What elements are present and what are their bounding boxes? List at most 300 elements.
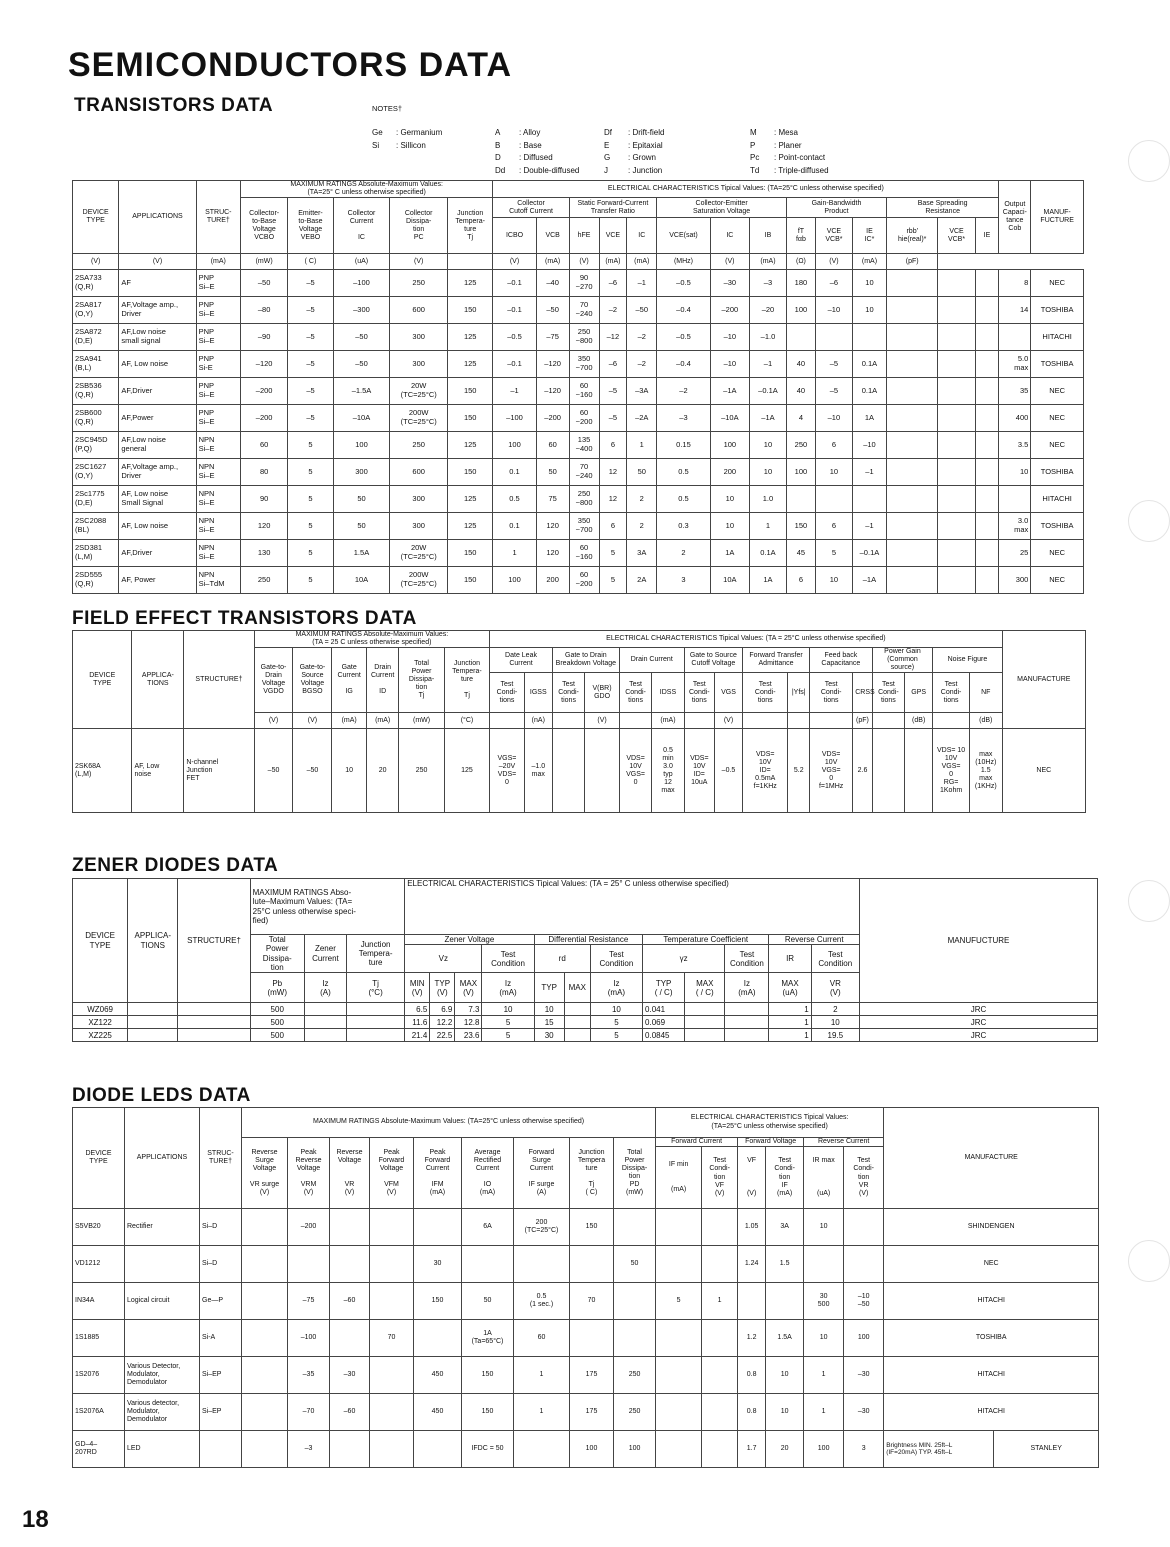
- table-cell: 300: [390, 324, 448, 351]
- table-cell: HITACHI: [884, 1394, 1099, 1431]
- table-cell: 1: [769, 1003, 811, 1016]
- table-cell: TOSHIBA: [1031, 459, 1084, 486]
- table-cell: –30: [710, 270, 749, 297]
- table-cell: –6: [599, 351, 627, 378]
- note-value: : Point-contact: [774, 153, 826, 162]
- table-cell: LED: [125, 1431, 200, 1468]
- table-cell: PNP Si–E: [196, 297, 240, 324]
- table-cell: 100: [787, 297, 816, 324]
- table-cell: [570, 1320, 614, 1357]
- table-cell: 250: [614, 1357, 656, 1394]
- table-cell: –300: [333, 297, 390, 324]
- table-cell: [975, 270, 999, 297]
- table-cell: 125: [448, 486, 493, 513]
- table-cell: 30: [414, 1246, 462, 1283]
- fet-h-elec-sub: Date Leak Current: [490, 648, 553, 673]
- table-cell: 5: [288, 486, 333, 513]
- table-cell: 6: [787, 567, 816, 594]
- zener-h-group: Differential Resistance: [534, 935, 642, 945]
- table-cell: –3: [657, 405, 711, 432]
- table-cell: –30: [844, 1357, 884, 1394]
- table-cell: 12: [599, 486, 627, 513]
- header-cell: TYP (V): [430, 973, 455, 1003]
- table-cell: AF,Driver: [119, 378, 196, 405]
- header-cell: Tj (°C): [346, 973, 404, 1003]
- leds-table: [72, 1107, 1099, 1468]
- zener-h-mid: Test Condition: [725, 945, 769, 973]
- led-h-struc: STRUC- TURE†: [200, 1108, 242, 1209]
- table-cell: 50: [333, 513, 390, 540]
- table-cell: 150: [448, 540, 493, 567]
- table-cell: [725, 1029, 769, 1042]
- table-cell: –30: [330, 1357, 370, 1394]
- table-cell: 0.15: [657, 432, 711, 459]
- header-cell: (nA): [524, 713, 552, 729]
- table-cell: Si–D: [200, 1246, 242, 1283]
- table-cell: [656, 1246, 702, 1283]
- fet-h-app: APPLICA- TIONS: [132, 631, 184, 729]
- table-cell: [656, 1394, 702, 1431]
- table-row: [73, 540, 1084, 567]
- table-cell: AF, Low noise Small Signal: [119, 486, 196, 513]
- tr-h-device: DEVICE TYPE: [73, 181, 119, 254]
- table-cell: 10: [482, 1003, 534, 1016]
- table-cell: [975, 378, 999, 405]
- table-cell: Various Detector, Modulator, Demodulator: [125, 1357, 200, 1394]
- table-cell: 20W (TC=25°C): [390, 540, 448, 567]
- table-cell: [242, 1394, 288, 1431]
- table-cell: AF, Low noise: [132, 729, 184, 813]
- device-type-cell: 2SC1627 (O,Y): [73, 459, 119, 486]
- table-cell: 3.5: [999, 432, 1031, 459]
- leds-title: DIODE LEDS DATA: [72, 1085, 251, 1106]
- device-type-cell: 2SC945D (P,Q): [73, 432, 119, 459]
- table-row: [73, 1209, 1099, 1246]
- fet-h-max-sub: Gate-to- Source Voltage BGSO: [293, 648, 332, 713]
- table-cell: 3: [844, 1431, 884, 1468]
- table-cell: –5: [288, 405, 333, 432]
- table-row: [73, 324, 1084, 351]
- table-cell: [370, 1357, 414, 1394]
- table-cell: –1: [493, 378, 536, 405]
- table-cell: 10: [815, 567, 852, 594]
- table-cell: 150: [570, 1209, 614, 1246]
- table-cell: –1A: [852, 567, 886, 594]
- table-cell: NPN Si–E: [196, 540, 240, 567]
- led-h-max-sub: Peak Forward Current IFM (mA): [414, 1138, 462, 1209]
- table-cell: [815, 486, 852, 513]
- table-cell: 1.5: [766, 1246, 804, 1283]
- table-cell: 300: [333, 459, 390, 486]
- header-cell: V(BR) GDO: [585, 673, 620, 713]
- fet-h-elec-sub: Forward Transfer Admittance: [743, 648, 810, 673]
- table-cell: PNP Si–E: [196, 405, 240, 432]
- note-entry: [372, 128, 442, 141]
- header-cell: NF: [969, 673, 1002, 713]
- table-cell: –5: [288, 270, 333, 297]
- table-cell: 1.2: [738, 1320, 766, 1357]
- zener-h-manuf: MANUFUCTURE: [859, 879, 1097, 1003]
- table-cell: 5: [590, 1029, 642, 1042]
- table-cell: –2: [627, 324, 657, 351]
- tr-h-output: Output Capaci- tance Cob: [999, 181, 1031, 254]
- table-cell: 10: [999, 459, 1031, 486]
- zener-h-mid: γz: [643, 945, 725, 973]
- led-h-max-sub: Forward Surge Current IF surge (A): [514, 1138, 570, 1209]
- table-cell: 5.0 max: [999, 351, 1031, 378]
- led-h-max-sub: Reverse Voltage VR (V): [330, 1138, 370, 1209]
- table-cell: [938, 567, 975, 594]
- zener-h-mid: Test Condition: [811, 945, 859, 973]
- table-cell: –30: [844, 1394, 884, 1431]
- table-cell: [844, 1209, 884, 1246]
- header-cell: CRSS: [853, 673, 872, 713]
- header-cell: Iz (mA): [725, 973, 769, 1003]
- table-cell: 5.2: [788, 729, 810, 813]
- table-cell: [370, 1209, 414, 1246]
- fet-h-max-sub: Junction Tempera- ture Tj: [444, 648, 489, 713]
- table-cell: [975, 351, 999, 378]
- table-cell: max (10Hz) 1.5 max (1KHz): [969, 729, 1002, 813]
- table-cell: 0.1A: [749, 540, 786, 567]
- table-cell: 75: [536, 486, 569, 513]
- table-cell: 100: [614, 1431, 656, 1468]
- table-cell: [370, 1431, 414, 1468]
- header-cell: IC: [710, 218, 749, 254]
- device-type-cell: 1S2076: [73, 1357, 125, 1394]
- table-cell: NPN Si–E: [196, 432, 240, 459]
- table-cell: [125, 1320, 200, 1357]
- tr-h-struc: STRUC- TURE†: [196, 181, 240, 254]
- table-cell: [815, 324, 852, 351]
- table-cell: 2: [627, 486, 657, 513]
- table-cell: 70: [570, 1283, 614, 1320]
- table-cell: 180: [787, 270, 816, 297]
- table-cell: 600: [390, 459, 448, 486]
- table-cell: [304, 1003, 346, 1016]
- device-type-cell: IN34A: [73, 1283, 125, 1320]
- device-type-cell: 2SA872 (D,E): [73, 324, 119, 351]
- table-cell: 1: [769, 1029, 811, 1042]
- table-cell: 90 ~270: [569, 270, 599, 297]
- header-cell: (V): [585, 713, 620, 729]
- table-cell: –6: [815, 270, 852, 297]
- table-cell: PNP Si–E: [196, 270, 240, 297]
- table-cell: –3: [288, 1431, 330, 1468]
- table-cell: 6.5: [405, 1003, 430, 1016]
- zener-h-max-sub: Zener Current: [304, 935, 346, 973]
- tr-h-sub: Collector Dissipa- tion PC: [390, 198, 448, 254]
- table-cell: Si–EP: [200, 1357, 242, 1394]
- table-cell: –120: [240, 351, 287, 378]
- table-cell: 2A: [627, 567, 657, 594]
- table-row: [73, 729, 1086, 813]
- table-cell: HITACHI: [884, 1283, 1099, 1320]
- table-cell: –1A: [710, 378, 749, 405]
- table-cell: 175: [570, 1357, 614, 1394]
- zener-h-mid: Test Condition: [482, 945, 534, 973]
- table-cell: 25: [999, 540, 1031, 567]
- binder-hole: [1128, 880, 1170, 922]
- table-cell: 10: [852, 297, 886, 324]
- table-cell: –10A: [333, 405, 390, 432]
- table-cell: Rectifier: [125, 1209, 200, 1246]
- tr-h-sub: Junction Tempera- ture Tj: [448, 198, 493, 254]
- table-cell: 12.2: [430, 1016, 455, 1029]
- header-cell: Test Condi- tions: [743, 673, 788, 713]
- table-cell: –75: [288, 1283, 330, 1320]
- table-cell: 11.6: [405, 1016, 430, 1029]
- device-type-cell: 2Sc1775 (D,E): [73, 486, 119, 513]
- table-cell: 2.6: [853, 729, 872, 813]
- header-cell: Test Condi- tion IF (mA): [766, 1147, 804, 1209]
- table-row: [73, 1283, 1099, 1320]
- table-cell: Brightness MIN. 25ft–L (IF=20mA) TYP. 45ft–L: [884, 1431, 994, 1468]
- header-cell: TYP ( / C): [643, 973, 685, 1003]
- note-key: G: [604, 153, 611, 162]
- header-cell: (V): [390, 254, 448, 270]
- table-cell: NEC: [1031, 567, 1084, 594]
- device-type-cell: 1S2076A: [73, 1394, 125, 1431]
- table-cell: N-channel Junction FET: [184, 729, 254, 813]
- table-cell: –60: [330, 1394, 370, 1431]
- table-cell: Logical circuit: [125, 1283, 200, 1320]
- table-cell: [330, 1431, 370, 1468]
- table-cell: [886, 459, 938, 486]
- table-cell: [656, 1320, 702, 1357]
- table-cell: [886, 270, 938, 297]
- table-cell: –0.5: [714, 729, 742, 813]
- table-row: [73, 1431, 1099, 1468]
- header-cell: ( C): [288, 254, 333, 270]
- table-cell: –10: [815, 297, 852, 324]
- table-cell: 3.0 max: [999, 513, 1031, 540]
- table-cell: –100: [288, 1320, 330, 1357]
- note-key: Pc: [750, 153, 760, 162]
- table-cell: 300: [999, 567, 1031, 594]
- note-key: B: [495, 140, 501, 150]
- table-cell: 0.0845: [643, 1029, 685, 1042]
- table-cell: 10: [815, 459, 852, 486]
- table-cell: NEC: [1031, 540, 1084, 567]
- table-cell: 6: [815, 513, 852, 540]
- table-cell: JRC: [859, 1029, 1097, 1042]
- zener-h-struc: STRUCTURE†: [178, 879, 250, 1003]
- table-cell: Various detector, Modulator, Demodulator: [125, 1394, 200, 1431]
- zener-h-group: Reverse Current: [769, 935, 860, 945]
- table-cell: [370, 1394, 414, 1431]
- table-cell: HITACHI: [884, 1357, 1099, 1394]
- table-cell: –2: [599, 297, 627, 324]
- fet-h-elec-sub: Gate to Drain Breakdown Voltage: [552, 648, 619, 673]
- table-cell: 120: [536, 513, 569, 540]
- header-cell: (mW): [399, 713, 444, 729]
- table-cell: Si–EP: [200, 1394, 242, 1431]
- header-cell: (uA): [333, 254, 390, 270]
- table-cell: [938, 432, 975, 459]
- table-cell: 1A: [710, 540, 749, 567]
- notes-col-4: [750, 128, 829, 178]
- tr-h-sub: Collector-Emitter Saturation Voltage: [657, 198, 787, 218]
- table-cell: –200: [710, 297, 749, 324]
- table-cell: 0.1: [493, 513, 536, 540]
- table-cell: [370, 1246, 414, 1283]
- note-entry: [495, 141, 579, 154]
- table-cell: 5: [815, 540, 852, 567]
- table-cell: 5: [590, 1016, 642, 1029]
- table-cell: 1: [514, 1394, 570, 1431]
- device-type-cell: S5VB20: [73, 1209, 125, 1246]
- table-cell: 60: [536, 432, 569, 459]
- table-cell: 2: [657, 540, 711, 567]
- table-cell: –5: [288, 378, 333, 405]
- table-cell: 100: [493, 567, 536, 594]
- table-cell: –1.5A: [333, 378, 390, 405]
- table-cell: 5: [288, 459, 333, 486]
- table-cell: 0.5: [493, 486, 536, 513]
- table-cell: –12: [599, 324, 627, 351]
- note-entry: [750, 141, 829, 154]
- table-cell: [685, 1003, 725, 1016]
- table-cell: 250 ~800: [569, 486, 599, 513]
- table-cell: 60 ~160: [569, 540, 599, 567]
- table-cell: –2: [657, 378, 711, 405]
- table-cell: 100: [844, 1320, 884, 1357]
- note-key: Si: [372, 140, 380, 150]
- table-cell: [304, 1029, 346, 1042]
- table-cell: 150: [787, 513, 816, 540]
- table-cell: –80: [240, 297, 287, 324]
- table-cell: –5: [815, 351, 852, 378]
- header-cell: (mA): [627, 254, 657, 270]
- table-cell: [178, 1016, 250, 1029]
- table-cell: [938, 324, 975, 351]
- table-cell: NPN Si–TdM: [196, 567, 240, 594]
- table-cell: [844, 1246, 884, 1283]
- header-cell: (V): [569, 254, 599, 270]
- table-cell: [886, 513, 938, 540]
- binder-hole: [1128, 500, 1170, 542]
- device-type-cell: XZ122: [73, 1016, 128, 1029]
- table-cell: 3A: [627, 540, 657, 567]
- header-cell: IF min (mA): [656, 1147, 702, 1209]
- table-cell: –120: [536, 378, 569, 405]
- table-cell: [685, 1029, 725, 1042]
- table-cell: TOSHIBA: [884, 1320, 1099, 1357]
- table-cell: 50: [536, 459, 569, 486]
- zener-h-elec: ELECTRICAL CHARACTERISTICS Tipical Values: (TA = 25° C unless otherwise specified): [405, 879, 860, 935]
- led-h-max-sub: Peak Reverse Voltage VRM (V): [288, 1138, 330, 1209]
- table-cell: 150: [462, 1357, 514, 1394]
- page-title: SEMICONDUCTORS DATA: [68, 46, 512, 84]
- table-cell: 70 ~240: [569, 459, 599, 486]
- device-type-cell: XZ225: [73, 1029, 128, 1042]
- header-cell: [933, 713, 970, 729]
- table-cell: 0.5: [657, 459, 711, 486]
- header-cell: (mA): [332, 713, 367, 729]
- table-cell: –10A: [710, 405, 749, 432]
- table-cell: PNP Si-E: [196, 351, 240, 378]
- table-cell: NPN Si–E: [196, 486, 240, 513]
- table-cell: 1.24: [738, 1246, 766, 1283]
- device-type-cell: GD–4– 207RD: [73, 1431, 125, 1468]
- header-cell: (mW): [240, 254, 287, 270]
- table-cell: 5: [599, 540, 627, 567]
- device-type-cell: 2SC2088 (BL): [73, 513, 119, 540]
- header-cell: (V): [119, 254, 196, 270]
- table-cell: 15: [534, 1016, 564, 1029]
- table-cell: 100: [710, 432, 749, 459]
- header-cell: IDSS: [652, 673, 684, 713]
- table-cell: VDS= 10V ID= 10uA: [684, 729, 714, 813]
- table-cell: –5: [288, 351, 333, 378]
- header-cell: [552, 713, 584, 729]
- table-cell: 1: [804, 1357, 844, 1394]
- table-row: [73, 513, 1084, 540]
- table-cell: [999, 324, 1031, 351]
- table-cell: VDS= 10V VGS= 0 f=1MHz: [810, 729, 853, 813]
- table-cell: 6: [599, 432, 627, 459]
- table-cell: [725, 1003, 769, 1016]
- table-cell: –0.5: [657, 270, 711, 297]
- table-cell: 125: [448, 351, 493, 378]
- note-entry: [750, 128, 829, 141]
- table-cell: 45: [787, 540, 816, 567]
- table-cell: –0.5: [493, 324, 536, 351]
- table-cell: [656, 1209, 702, 1246]
- table-cell: AF,Driver: [119, 540, 196, 567]
- table-cell: 6A: [462, 1209, 514, 1246]
- note-key: A: [495, 128, 501, 137]
- note-entry: [495, 153, 579, 166]
- table-cell: 1.5A: [766, 1320, 804, 1357]
- header-cell: Test Condi- tions: [619, 673, 651, 713]
- table-cell: STANLEY: [994, 1431, 1099, 1468]
- fet-h-elec-sub: Gate to Source Cutoff Voltage: [684, 648, 742, 673]
- zener-h-app: APPLICA- TIONS: [128, 879, 178, 1003]
- table-cell: 250: [614, 1394, 656, 1431]
- table-cell: 10: [590, 1003, 642, 1016]
- notes-col-2: [495, 128, 579, 178]
- table-cell: –20: [749, 297, 786, 324]
- table-cell: –0.1: [493, 270, 536, 297]
- table-cell: [178, 1029, 250, 1042]
- table-cell: AF, Low noise: [119, 351, 196, 378]
- zener-h-max-sub: Total Power Dissipa- tion: [250, 935, 304, 973]
- table-cell: –10 –50: [844, 1283, 884, 1320]
- table-cell: [685, 1016, 725, 1029]
- table-cell: AF,Voltage amp., Driver: [119, 459, 196, 486]
- note-key: Td: [750, 165, 760, 175]
- table-cell: TOSHIBA: [1031, 297, 1084, 324]
- table-cell: [346, 1003, 404, 1016]
- table-cell: 10: [804, 1320, 844, 1357]
- table-cell: –100: [493, 405, 536, 432]
- notes-col-1: [372, 128, 442, 153]
- note-entry: [604, 153, 664, 166]
- header-cell: VR (V): [811, 973, 859, 1003]
- fet-table: [72, 630, 1086, 813]
- device-type-cell: 2SB536 (Q,R): [73, 378, 119, 405]
- header-cell: hFE: [569, 218, 599, 254]
- table-cell: –10: [852, 432, 886, 459]
- header-cell: MAX (V): [455, 973, 482, 1003]
- table-row: [73, 1003, 1098, 1016]
- table-cell: [938, 459, 975, 486]
- table-cell: [975, 405, 999, 432]
- transistors-title: TRANSISTORS DATA: [74, 95, 274, 116]
- header-cell: (mA): [652, 713, 684, 729]
